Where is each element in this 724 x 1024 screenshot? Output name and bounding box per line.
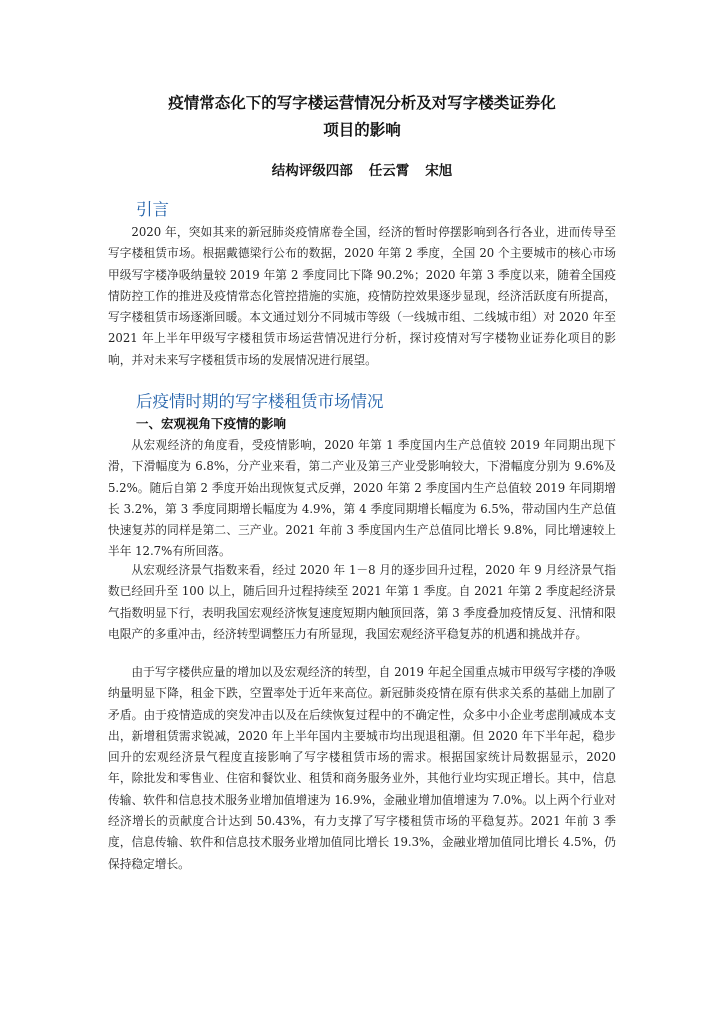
author-1: 任云霄 xyxy=(368,163,410,179)
section-paragraph-2: 从宏观经济景气指数来看，经过 2020 年 1－8 月的逐步回升过程，2020 年 9 月经济景气指数已经回升至 100 以上，随后回升过程持续至 2021 年第 1 季度。自 2021 年第 2 季度起经济景气指数明显下行，表明我国宏观经济恢复速度短期内触顶回落，第 3 季度叠加疫情反复、汛情和限电限产的多重冲击，经济转型调整压力有所显现，我国宏观经济平稳复苏的机遇和挑战并存。 xyxy=(108,563,616,641)
title-line-1: 疫情常态化下的写字楼运营情况分析及对写字楼类证券化 xyxy=(168,94,556,112)
department: 结构评级四部 xyxy=(271,163,353,179)
author-2: 宋旭 xyxy=(425,163,453,179)
intro-heading: 引言 xyxy=(136,200,169,219)
section-paragraph-1: 从宏观经济的角度看，受疫情影响，2020 年第 1 季度国内生产总值较 2019 年同期出现下滑，下滑幅度为 6.8%，分产业来看，第二产业及第三产业受影响较大，下滑幅度分别为 9.6%及 5.2%。随后自第 2 季度开始出现恢复式反弹，2020 年第 2 季度国内生产总值较 2019 年同期增长 3.2%，第 3 季度同期增长幅度为 4.9%，第 4 季度同期增长幅度为 6.5%，带动国内生产总值快速复苏的同样是第二、三产业。2021 年前 3 季度国内生产总值同比增长 9.8%，同比增速较上半年 12.7%有所回落。 xyxy=(108,438,616,559)
title-line-2: 项目的影响 xyxy=(323,121,401,139)
document-title xyxy=(108,90,616,144)
section-heading: 后疫情时期的写字楼租赁市场情况 xyxy=(136,392,384,411)
author-line xyxy=(108,160,616,182)
section-subheading: 一、宏观视角下疫情的影响 xyxy=(136,416,287,431)
section-paragraph-3: 由于写字楼供应量的增加以及宏观经济的转型，自 2019 年起全国重点城市甲级写字楼的净吸纳量明显下降，租金下跌，空置率处于近年来高位。新冠肺炎疫情在原有供求关系的基础上加剧了矛盾。由于疫情造成的突发冲击以及在后续恢复过程中的不确定性，众多中小企业考虑削减成本支出，新增租赁需求锐减，2020 年上半年国内主要城市均出现退租潮。但 2020 年下半年起，稳步回升的宏观经济景气程度直接影响了写字楼租赁市场的需求。根据国家统计局数据显示，2020 年，除批发和零售业、住宿和餐饮业、租赁和商务服务业外，其他行业均实现正增长。其中，信息传输、软件和信息技术服务业增加值增速为 16.9%，金融业增加值增速为 7.0%。以上两个行业对经济增长的贡献度合计达到 50.43%，有力支撑了写字楼租赁市场的平稳复苏。2021 年前 3 季度，信息传输、软件和信息技术服务业增加值同比增长 19.3%，金融业增加值同比增长 4.5%，仍保持稳定增长。 xyxy=(108,665,616,871)
intro-paragraph: 2020 年，突如其来的新冠肺炎疫情席卷全国，经济的暂时停摆影响到各行各业，进而传导至写字楼租赁市场。根据戴德梁行公布的数据，2020 年第 2 季度，全国 20 个主要城市的核心市场甲级写字楼净吸纳量较 2019 年第 2 季度同比下降 90.2%；2020 年第 3 季度以来，随着全国疫情防控工作的推进及疫情常态化管控措施的实施，疫情防控效果逐步显现，经济活跃度有所提高，写字楼租赁市场逐渐回暖。本文通过划分不同城市等级（一线城市组、二线城市组）对 2020 年至 2021 年上半年甲级写字楼租赁市场运营情况进行分析，探讨疫情对写字楼物业证券化项目的影响，并对未来写字楼租赁市场的发展情况进行展望。 xyxy=(108,225,616,367)
